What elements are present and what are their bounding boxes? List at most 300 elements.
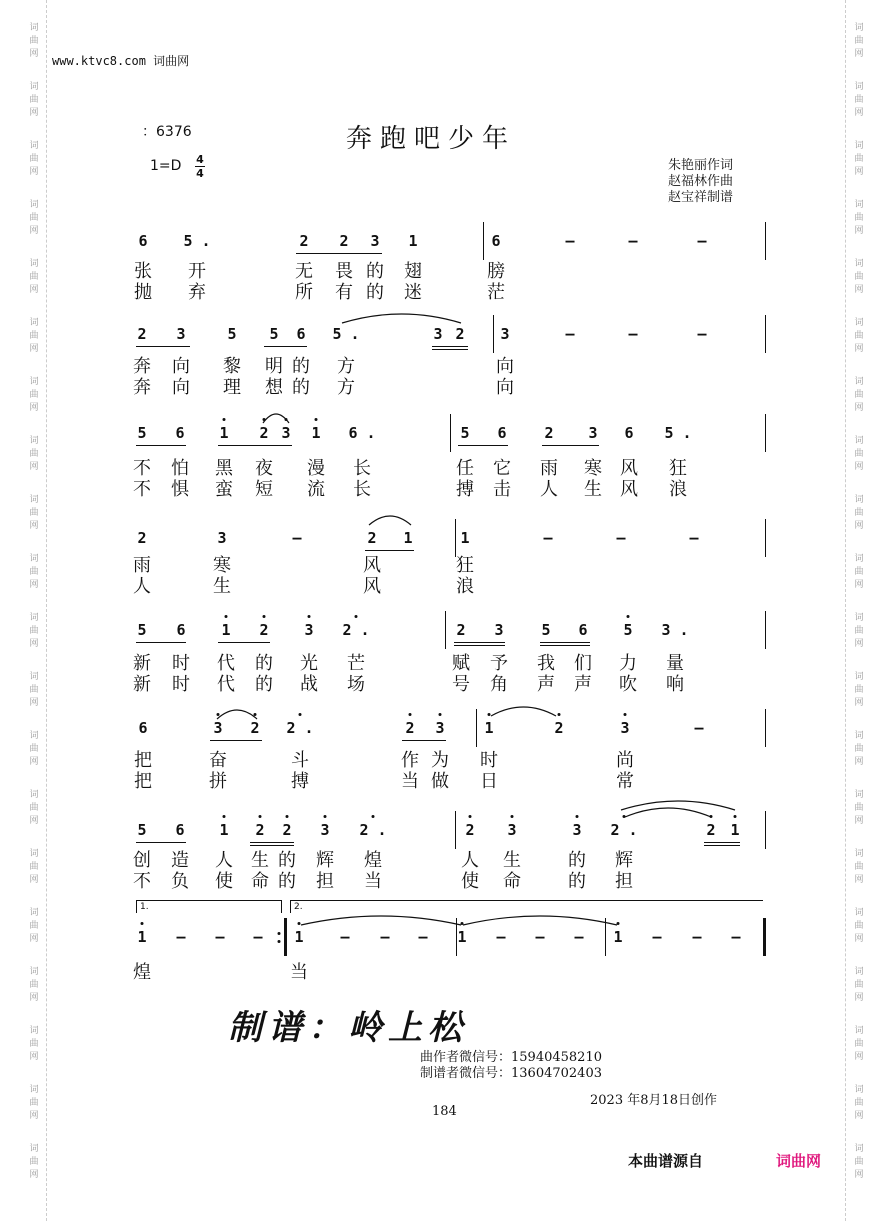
note: 6 . (348, 424, 376, 442)
side-watermark: 词 曲 网 (29, 1085, 39, 1121)
note: 5 (137, 621, 147, 639)
lyric-char: 生 (251, 850, 269, 871)
lyric-char: 声 (574, 674, 592, 695)
side-watermark: 词 曲 网 (854, 495, 864, 531)
lyric-char: 常 (616, 771, 634, 792)
time-sig-bottom: 4 (196, 167, 204, 180)
lyric-char: 怕 (171, 458, 189, 479)
double-barline (284, 918, 287, 956)
side-watermark: 词 曲 网 (854, 1144, 864, 1180)
slur (462, 912, 618, 926)
octave-dot (286, 815, 289, 818)
lyric-char: 长 (353, 458, 371, 479)
lyric-char: 雨 (540, 458, 558, 479)
barline (765, 709, 766, 747)
lyric-char: 浪 (456, 576, 474, 597)
lyric-char: 作 (401, 750, 419, 771)
side-watermark: 词 曲 网 (29, 613, 39, 649)
lyric-char: 风 (620, 479, 638, 500)
octave-dot (627, 615, 630, 618)
octave-dot (439, 713, 442, 716)
lyric-char: 代 (217, 674, 235, 695)
lyric-char: 向 (172, 377, 190, 398)
lyric-char: 搏 (291, 771, 309, 792)
song-title: 奔跑吧少年 (346, 124, 517, 154)
barline (455, 519, 456, 557)
side-watermark: 词 曲 网 (29, 495, 39, 531)
lyric-char: 有 (335, 282, 353, 303)
note: 6 (175, 424, 185, 442)
beam-line (136, 642, 186, 643)
beam-line (136, 346, 190, 347)
lyric-char: 时 (172, 653, 190, 674)
slur (368, 512, 412, 526)
note: 5 (137, 424, 147, 442)
beam-line (250, 845, 294, 846)
side-watermark: 词 曲 网 (854, 672, 864, 708)
lyric-char: 明 (265, 356, 283, 377)
lyric-char: 想 (265, 377, 283, 398)
lyric-char: 人 (461, 850, 479, 871)
lyric-char: 吹 (619, 674, 637, 695)
note: 5 . (183, 232, 211, 250)
beam-line (218, 642, 270, 643)
note: – (574, 928, 584, 946)
key-signature (150, 158, 181, 174)
barline (455, 811, 456, 849)
footer-brand-link[interactable]: 词曲网 (776, 1152, 822, 1170)
note: 2 . (342, 621, 370, 639)
lyric-char: 浪 (669, 479, 687, 500)
note: 5 (623, 621, 633, 639)
lyric-char: 畏 (335, 261, 353, 282)
slur (490, 703, 557, 717)
octave-dot (315, 418, 318, 421)
slur (262, 410, 290, 424)
note: 1 (221, 621, 231, 639)
octave-dot (558, 713, 561, 716)
barline (483, 222, 484, 260)
note: 6 (624, 424, 634, 442)
note: 1 (730, 821, 740, 839)
lyric-char: 光 (300, 653, 318, 674)
lyric-char: 风 (620, 458, 638, 479)
lyric-char: 当 (364, 871, 382, 892)
note: 1 (311, 424, 321, 442)
lyric-char: 的 (278, 850, 296, 871)
octave-dot (511, 815, 514, 818)
lyric-char: 担 (316, 871, 334, 892)
octave-dot (734, 815, 737, 818)
note: 1 (457, 928, 467, 946)
note: – (292, 529, 302, 547)
octave-dot (141, 922, 144, 925)
lyric-char: 辉 (316, 850, 334, 871)
lyric-char: 蛮 (215, 479, 233, 500)
note: 1 (137, 928, 147, 946)
volta-1-label: 1. (140, 902, 149, 912)
lyric-char: 奔 (133, 377, 151, 398)
lyric-char: 斗 (291, 750, 309, 771)
song-id: ：6376 (142, 124, 192, 140)
note: – (543, 529, 553, 547)
lyric-char: 的 (255, 653, 273, 674)
lyric-char: 抛 (134, 282, 152, 303)
side-watermark: 词 曲 网 (29, 849, 39, 885)
octave-dot (409, 713, 412, 716)
note: – (616, 529, 626, 547)
lyric-char: 狂 (456, 555, 474, 576)
lyric-char: 生 (213, 576, 231, 597)
note: – (215, 928, 225, 946)
note: – (565, 232, 575, 250)
lyric-char: 日 (480, 771, 498, 792)
side-watermark: 词 曲 网 (29, 200, 39, 236)
lyric-char: 角 (490, 674, 508, 695)
note: 2 . (610, 821, 638, 839)
barline (493, 315, 494, 353)
lyric-char: 任 (456, 458, 474, 479)
lyric-char: 漫 (307, 458, 325, 479)
lyric-char: 的 (366, 261, 384, 282)
lyric-char: 理 (223, 377, 241, 398)
lyric-char: 芒 (347, 653, 365, 674)
lyric-char: 雨 (133, 555, 151, 576)
lyric-char: 不 (133, 871, 151, 892)
volta-bracket-2 (290, 900, 763, 913)
lyric-char: 担 (615, 871, 633, 892)
octave-dot (225, 615, 228, 618)
side-watermark: 词 曲 网 (854, 318, 864, 354)
lyric-char: 把 (134, 771, 152, 792)
note: 6 (296, 325, 306, 343)
side-watermark: 词 曲 网 (29, 141, 39, 177)
note: 6 (491, 232, 501, 250)
slur (300, 912, 462, 926)
lyric-char: 向 (496, 356, 514, 377)
barline (765, 222, 766, 260)
lyric-char: 创 (133, 850, 151, 871)
beam-line (454, 642, 505, 643)
lyric-char: 张 (134, 261, 152, 282)
footer-source-label: 本曲谱源自 (628, 1152, 704, 1170)
lyric-char: 拼 (209, 771, 227, 792)
slur (624, 804, 712, 818)
note: 2 (706, 821, 716, 839)
side-watermark: 词 曲 网 (29, 554, 39, 590)
note: 6 (138, 719, 148, 737)
lyric-char: 黑 (215, 458, 233, 479)
note: 2 (544, 424, 554, 442)
side-watermark: 词 曲 网 (854, 141, 864, 177)
octave-dot (324, 815, 327, 818)
lyric-char: 的 (278, 871, 296, 892)
lyric-char: 的 (568, 850, 586, 871)
beam-line (458, 445, 508, 446)
lyric-char: 风 (363, 555, 381, 576)
composer-wechat: 曲作者微信号：15940458210 (420, 1050, 602, 1065)
note: 3 (572, 821, 582, 839)
barline (445, 611, 446, 649)
beam-line (540, 642, 590, 643)
beam-line (218, 445, 292, 446)
lyric-char: 不 (133, 479, 151, 500)
note: – (253, 928, 263, 946)
note: 3 (588, 424, 598, 442)
side-watermark: 词 曲 网 (854, 259, 864, 295)
lyric-char: 的 (568, 871, 586, 892)
note: 2 (137, 529, 147, 547)
octave-dot (372, 815, 375, 818)
note: 3 . (661, 621, 689, 639)
side-watermark: 词 曲 网 (29, 731, 39, 767)
note: 2 (137, 325, 147, 343)
side-watermark: 词 曲 网 (29, 436, 39, 472)
note: 1 (613, 928, 623, 946)
lyric-char: 我 (537, 653, 555, 674)
lyric-char: 的 (366, 282, 384, 303)
octave-dot (223, 418, 226, 421)
lyric-char: 新 (133, 674, 151, 695)
beam-line (136, 842, 186, 843)
side-watermark: 词 曲 网 (29, 377, 39, 413)
lyric-char: 的 (292, 377, 310, 398)
lyric-char: 人 (133, 576, 151, 597)
note: 3 (435, 719, 445, 737)
note: 2 (299, 232, 309, 250)
note: – (565, 325, 575, 343)
barline (765, 519, 766, 557)
lyric-char: 力 (619, 653, 637, 674)
note: – (176, 928, 186, 946)
note: 2 . (359, 821, 387, 839)
double-barline (763, 918, 766, 956)
lyric-char: 们 (574, 653, 592, 674)
note: 2 (259, 621, 269, 639)
lyric-char: 命 (251, 871, 269, 892)
time-sig-top: 4 (196, 153, 204, 166)
note: 2 (367, 529, 377, 547)
note: – (689, 529, 699, 547)
note: 2 (465, 821, 475, 839)
lyric-char: 惧 (171, 479, 189, 500)
right-margin-line (845, 0, 846, 1221)
note: 3 (217, 529, 227, 547)
lyric-char: 迷 (404, 282, 422, 303)
side-watermark: 词 曲 网 (854, 82, 864, 118)
note: – (697, 232, 707, 250)
beam-line (264, 346, 307, 347)
lyric-char: 黎 (223, 356, 241, 377)
key-label: 1=D (150, 158, 182, 174)
lyric-char: 开 (188, 261, 206, 282)
lyric-char: 短 (255, 479, 273, 500)
side-watermark: 词 曲 网 (29, 1144, 39, 1180)
side-watermark: 词 曲 网 (29, 259, 39, 295)
side-watermark: 词 曲 网 (854, 1026, 864, 1062)
beam-line (210, 740, 262, 741)
octave-dot (469, 815, 472, 818)
note: 3 (507, 821, 517, 839)
lyric-char: 击 (493, 479, 511, 500)
octave-dot (576, 815, 579, 818)
lyric-char: 所 (295, 282, 313, 303)
lyric-char: 翅 (404, 261, 422, 282)
lyric-char: 使 (461, 871, 479, 892)
side-watermark: 词 曲 网 (29, 672, 39, 708)
credits (668, 158, 733, 206)
octave-dot (308, 615, 311, 618)
beam-line (432, 349, 468, 350)
note: 3 (620, 719, 630, 737)
lyric-char: 长 (353, 479, 371, 500)
arranger: 赵宝祥制谱 (668, 190, 734, 205)
lyric-char: 不 (133, 458, 151, 479)
barline (765, 611, 766, 649)
lyric-char: 向 (496, 377, 514, 398)
lyric-char: 辉 (615, 850, 633, 871)
left-margin-line (46, 0, 47, 1221)
barline (765, 414, 766, 452)
barline (765, 315, 766, 353)
note: 2 (405, 719, 415, 737)
slur (216, 706, 258, 720)
lyric-char: 造 (171, 850, 189, 871)
note: – (628, 232, 638, 250)
note: 5 . (332, 325, 360, 343)
note: 1 (408, 232, 418, 250)
beam-line (296, 253, 382, 254)
note: 1 (294, 928, 304, 946)
note: – (496, 928, 506, 946)
beam-line (704, 845, 740, 846)
repeat-dot (278, 932, 281, 935)
time-signature (195, 154, 205, 179)
note: 2 (259, 424, 269, 442)
note: – (380, 928, 390, 946)
lyric-char: 生 (503, 850, 521, 871)
note: 3 (370, 232, 380, 250)
lyric-char: 场 (347, 674, 365, 695)
lyric-char: 代 (217, 653, 235, 674)
note: 5 (137, 821, 147, 839)
beam-line (704, 842, 740, 843)
note: 6 (175, 821, 185, 839)
note: – (652, 928, 662, 946)
note: 2 (339, 232, 349, 250)
note: 6 (497, 424, 507, 442)
lyric-char: 生 (584, 479, 602, 500)
lyric-char: 弃 (188, 282, 206, 303)
side-watermark: 词 曲 网 (854, 613, 864, 649)
note: 3 (433, 325, 443, 343)
note: 2 (455, 325, 465, 343)
note: 5 . (664, 424, 692, 442)
lyric-char: 寒 (213, 555, 231, 576)
note: 6 (578, 621, 588, 639)
lyric-char: 向 (172, 356, 190, 377)
lyric-char: 使 (215, 871, 233, 892)
side-watermark: 词 曲 网 (854, 554, 864, 590)
volta-bracket-1 (136, 900, 282, 913)
lyric-char: 方 (337, 377, 355, 398)
lyric-char: 风 (363, 576, 381, 597)
lyric-char: 时 (172, 674, 190, 695)
lyric-char: 做 (431, 771, 449, 792)
note: – (418, 928, 428, 946)
lyric-char: 流 (307, 479, 325, 500)
contacts (420, 1050, 602, 1082)
lyric-char: 响 (666, 674, 684, 695)
side-watermark: 词 曲 网 (29, 790, 39, 826)
lyric-char: 寒 (584, 458, 602, 479)
signature: 制谱：岭上松 (228, 1008, 468, 1048)
side-watermark: 词 曲 网 (854, 1085, 864, 1121)
note: 1 (460, 529, 470, 547)
side-watermark: 词 曲 网 (854, 849, 864, 885)
side-watermark: 词 曲 网 (854, 377, 864, 413)
lyric-char: 的 (292, 356, 310, 377)
note: 2 (250, 719, 260, 737)
lyric-char: 人 (215, 850, 233, 871)
note: 1 (484, 719, 494, 737)
side-watermark: 词 曲 网 (29, 82, 39, 118)
side-watermark: 词 曲 网 (854, 731, 864, 767)
lyric-char: 煌 (364, 850, 382, 871)
page-number: 184 (432, 1104, 457, 1119)
side-watermark: 词 曲 网 (29, 1026, 39, 1062)
beam-line (542, 445, 599, 446)
side-watermark: 词 曲 网 (854, 967, 864, 1003)
lyric-char: 当 (290, 962, 308, 983)
note: 3 (213, 719, 223, 737)
lyric-char: 予 (490, 653, 508, 674)
note: 2 . (286, 719, 314, 737)
lyric-char: 煌 (133, 962, 151, 983)
site-url[interactable]: www.ktvc8.com 词曲网 (52, 54, 190, 68)
lyric-char: 负 (171, 871, 189, 892)
lyric-char: 尚 (616, 750, 634, 771)
beam-line (540, 645, 590, 646)
note: 3 (500, 325, 510, 343)
lyric-char: 夜 (255, 458, 273, 479)
note: – (692, 928, 702, 946)
note: – (731, 928, 741, 946)
lyric-char: 赋 (452, 653, 470, 674)
note: 1 (403, 529, 413, 547)
side-watermark: 词 曲 网 (854, 436, 864, 472)
side-watermark: 词 曲 网 (29, 318, 39, 354)
note: – (340, 928, 350, 946)
note: 5 (269, 325, 279, 343)
lyric-char: 茫 (487, 282, 505, 303)
barline (450, 414, 451, 452)
lyric-char: 当 (401, 771, 419, 792)
arranger-wechat: 制谱者微信号：13604702403 (420, 1066, 602, 1081)
slur (341, 310, 462, 324)
beam-line (136, 445, 186, 446)
note: 6 (138, 232, 148, 250)
repeat-dot (278, 940, 281, 943)
note: 3 (304, 621, 314, 639)
volta-2-label: 2. (294, 902, 303, 912)
note: 5 (460, 424, 470, 442)
creation-date: 2023 年8月18日创作 (590, 1093, 718, 1108)
lyric-char: 的 (255, 674, 273, 695)
side-watermark: 词 曲 网 (854, 200, 864, 236)
barline (476, 709, 477, 747)
lyric-char: 新 (133, 653, 151, 674)
